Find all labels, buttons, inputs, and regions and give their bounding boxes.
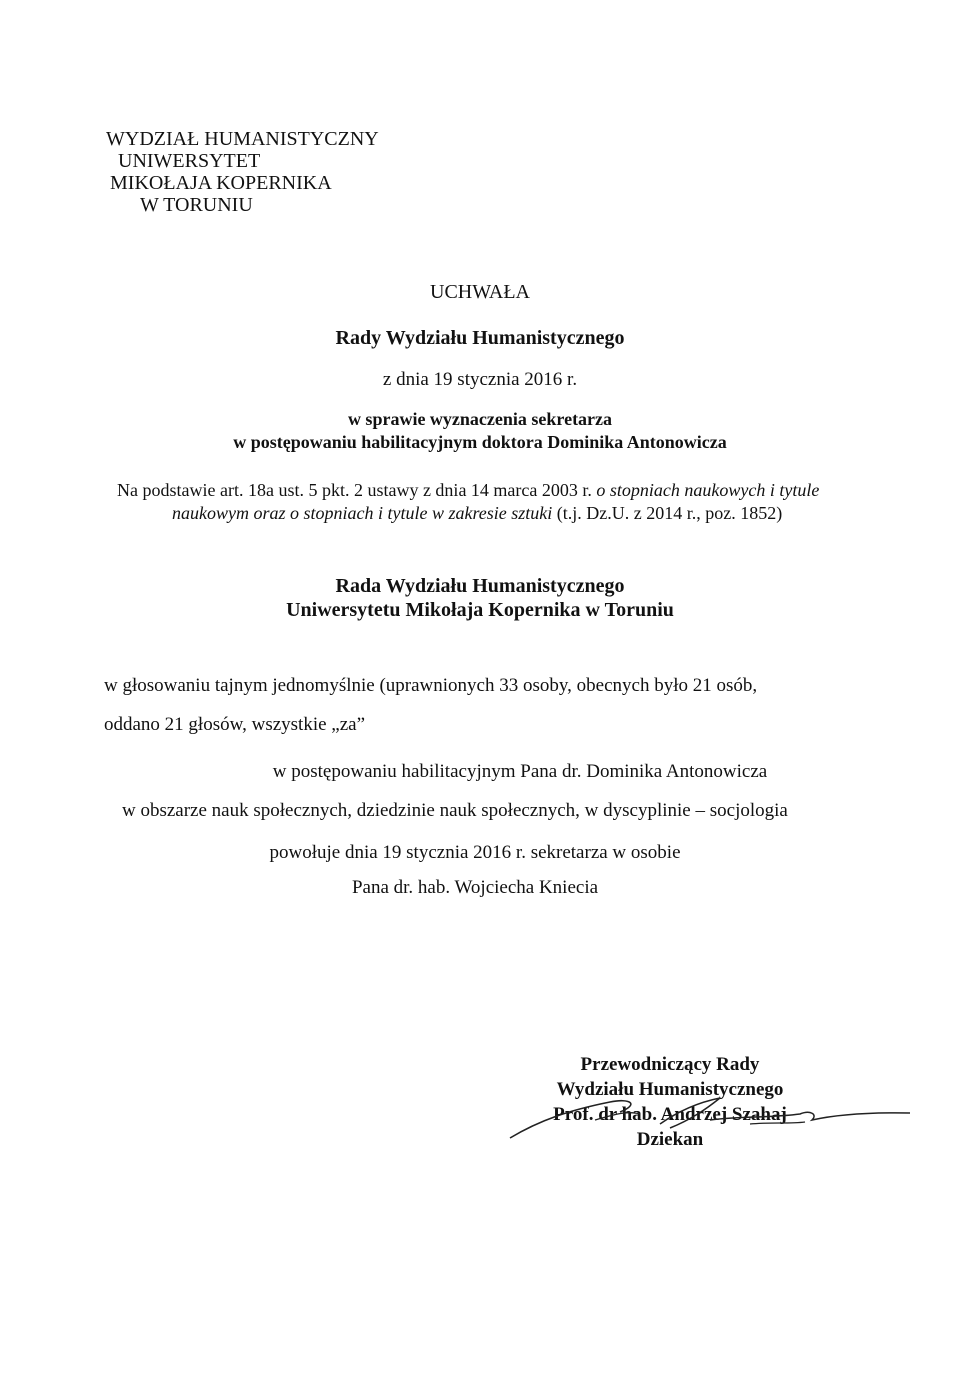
legal-basis-italic-2: naukowym oraz o stopniach i tytule w zakresie sztuki: [172, 503, 553, 523]
handwritten-signature: [500, 1080, 920, 1150]
legal-basis-italic-1: o stopniach naukowych i tytule: [596, 480, 820, 500]
faculty-header: [106, 128, 379, 216]
resolution-issuer: Rady Wydziału Humanistycznego: [335, 327, 625, 349]
signature-line-3: Prof. dr hab. Andrzej Szahaj: [553, 1104, 787, 1125]
faculty-line-4: W TORUNIU: [140, 194, 253, 216]
signature-line-1: Przewodniczący Rady: [580, 1054, 760, 1075]
appointed-person: Pana dr. hab. Wojciecha Kniecia: [351, 877, 599, 898]
resolution-date: z dnia 19 stycznia 2016 r.: [382, 369, 578, 390]
signature-line-4: Dziekan: [636, 1129, 704, 1150]
resolution-matter-line-2: w postępowaniu habilitacyjnym doktora Dominika Antonowicza: [233, 432, 727, 452]
council-line-1: Rada Wydziału Humanistycznego: [335, 575, 625, 597]
faculty-line-3: MIKOŁAJA KOPERNIKA: [110, 172, 332, 194]
signature-line-2: Wydziału Humanistycznego: [556, 1079, 784, 1100]
vote-line-2: oddano 21 głosów, wszystkie „za”: [104, 714, 366, 735]
procedure-line: w postępowaniu habilitacyjnym Pana dr. Dominika Antonowicza: [272, 761, 768, 782]
resolution-matter-line-1: w sprawie wyznaczenia sekretarza: [347, 409, 613, 429]
faculty-line-1: WYDZIAŁ HUMANISTYCZNY: [106, 128, 379, 150]
legal-basis-plain-1: Na podstawie art. 18a ust. 5 pkt. 2 ustawy z dnia 14 marca 2003 r.: [117, 480, 597, 500]
vote-line-1: w głosowaniu tajnym jednomyślnie (uprawnionych 33 osoby, obecnych było 21 osób,: [104, 675, 758, 696]
field-line: w obszarze nauk społecznych, dziedzinie nauk społecznych, w dyscyplinie – socjologia: [122, 800, 788, 821]
faculty-line-2: UNIWERSYTET: [118, 150, 261, 172]
legal-basis-line-2: [172, 503, 782, 524]
legal-basis-plain-2: (t.j. Dz.U. z 2014 r., poz. 1852): [552, 503, 783, 523]
resolution-title: UCHWAŁA: [430, 281, 530, 303]
council-line-2: Uniwersytetu Mikołaja Kopernika w Toruniu: [286, 599, 674, 621]
appointment-line: powołuje dnia 19 stycznia 2016 r. sekretarza w osobie: [269, 842, 681, 863]
legal-basis-line-1: [117, 480, 819, 501]
